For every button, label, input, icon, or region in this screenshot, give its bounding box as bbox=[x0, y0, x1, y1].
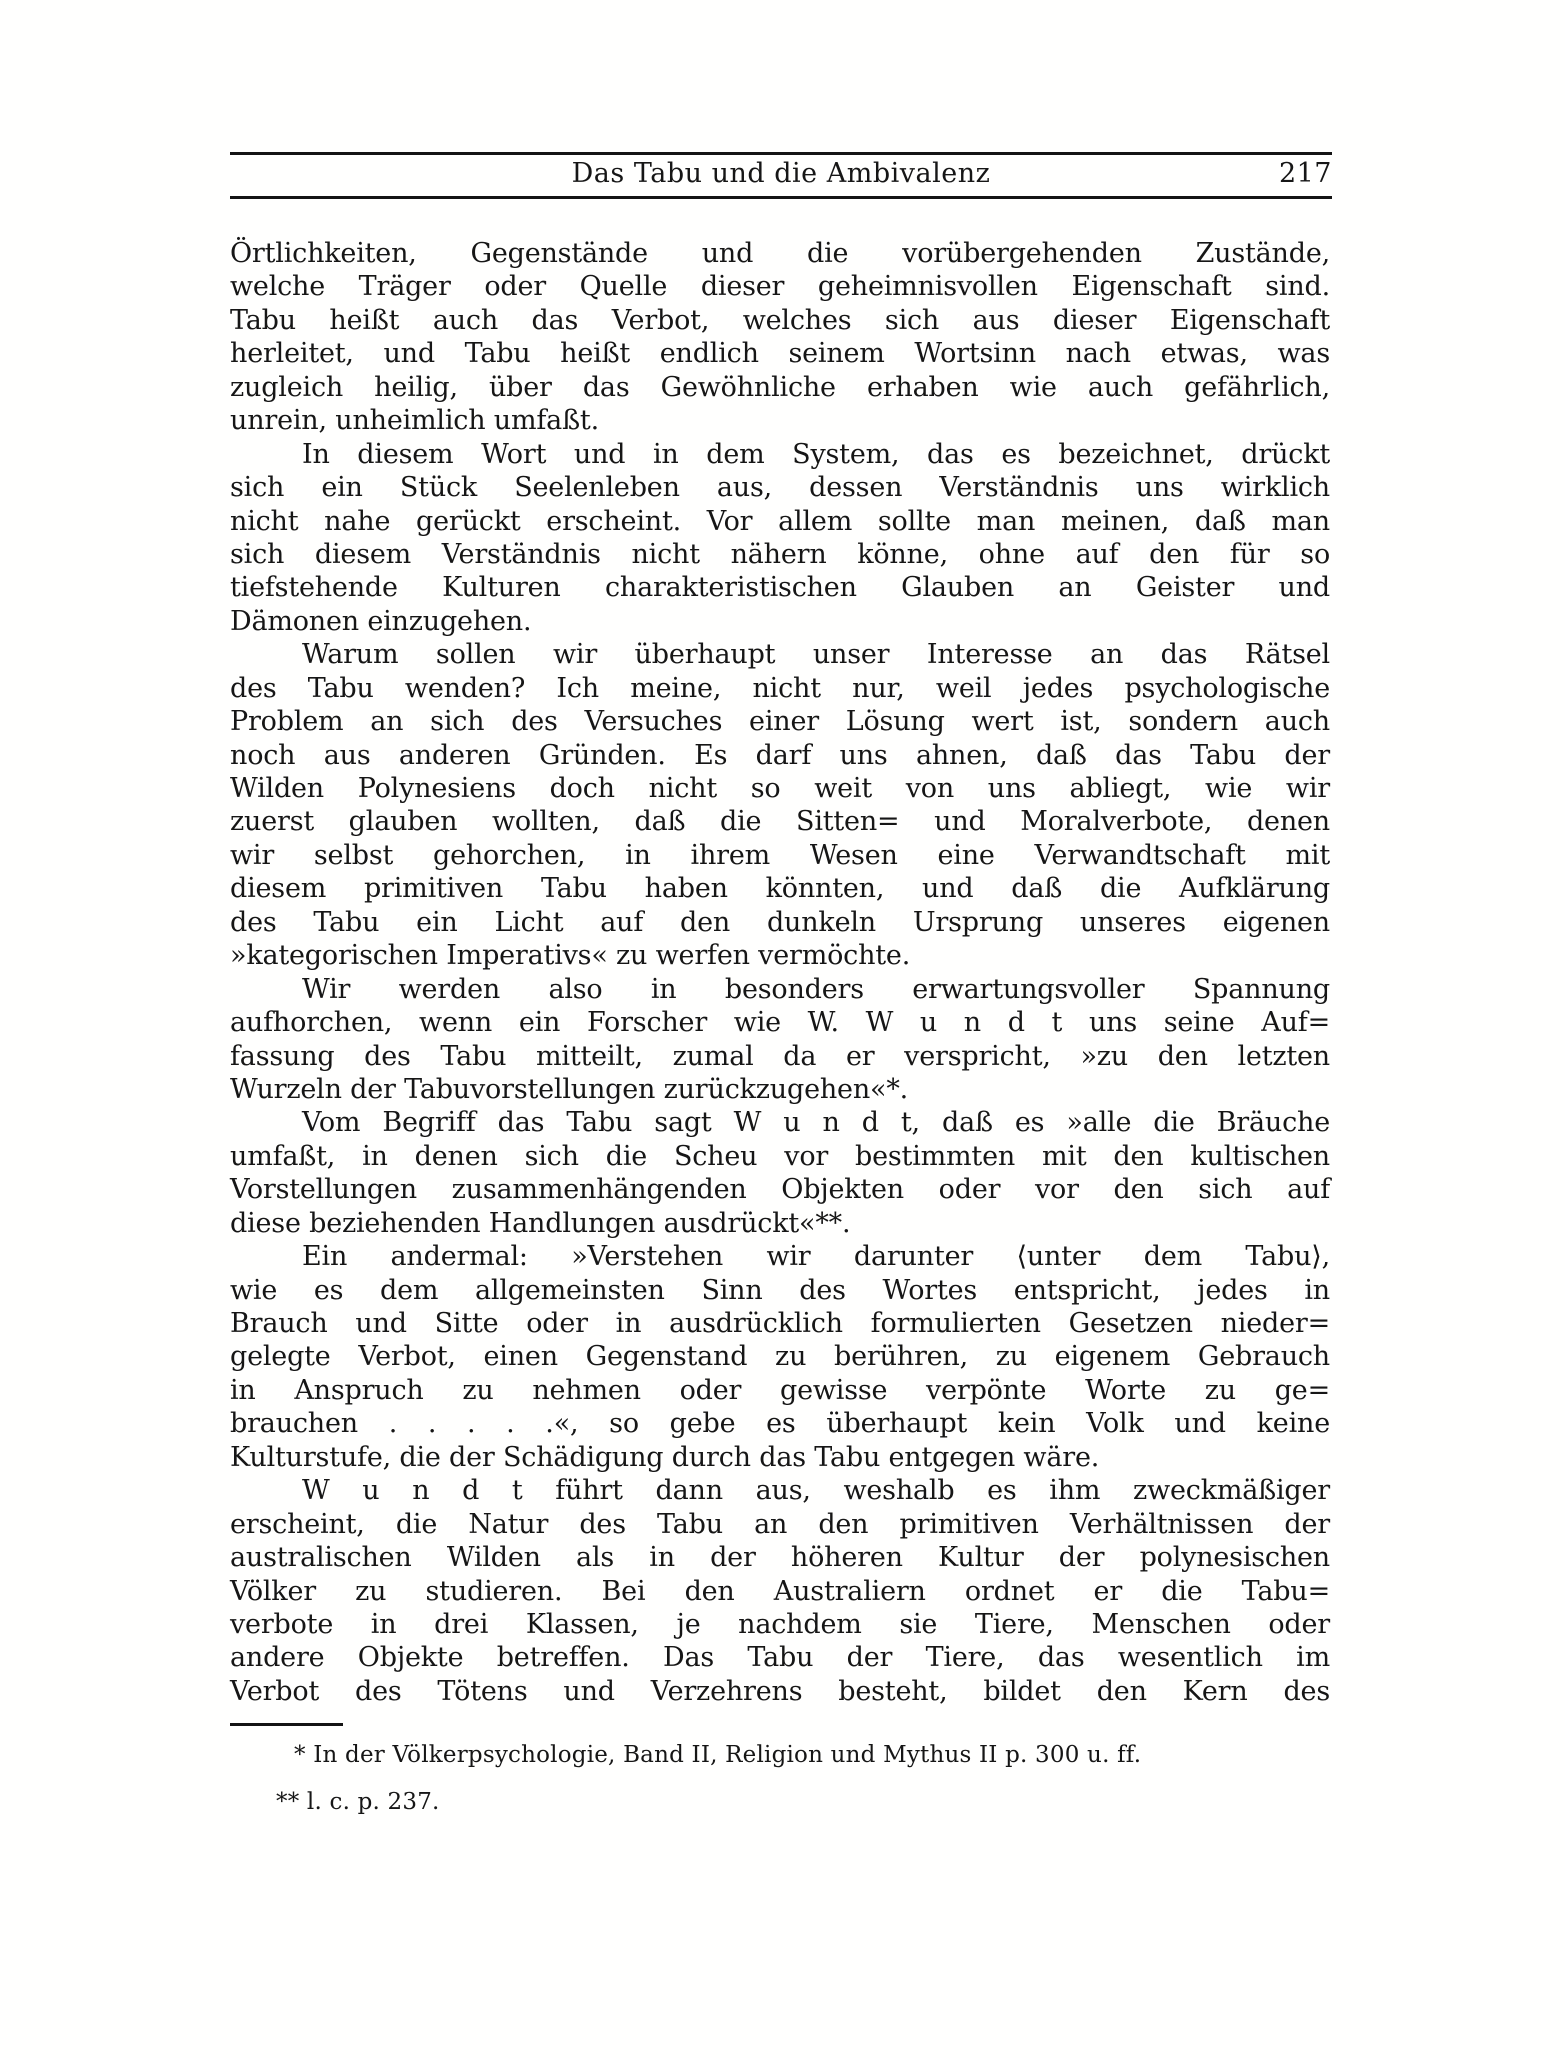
footnote-line: * In der Völkerpsychologie, Band II, Religion und Mythus II p. 300 u. ff. bbox=[294, 1742, 1142, 1768]
text-line: sich ein Stück Seelenleben aus, dessen Verständnis uns wirklich bbox=[230, 472, 1330, 504]
text-line: gelegte Verbot, einen Gegenstand zu berühren, zu eigenem Gebrauch bbox=[230, 1341, 1330, 1373]
text-line: Völker zu studieren. Bei den Australiern ordnet er die Tabu= bbox=[230, 1575, 1330, 1607]
text-line: wir selbst gehorchen, in ihrem Wesen eine Verwandtschaft mit bbox=[230, 839, 1330, 871]
text-line: des Tabu wenden? Ich meine, nicht nur, weil jedes psychologische bbox=[230, 672, 1330, 704]
text-line: Warum sollen wir überhaupt unser Interesse an das Rätsel bbox=[302, 639, 1330, 671]
footnote-separator-rule bbox=[230, 1723, 343, 1726]
text-line: zugleich heilig, über das Gewöhnliche erhaben wie auch gefährlich, bbox=[230, 371, 1330, 403]
text-line: Brauch und Sitte oder in ausdrücklich formulierten Gesetzen nieder= bbox=[230, 1308, 1330, 1339]
text-line: Dämonen einzugehen. bbox=[230, 605, 532, 637]
text-line: wie es dem allgemeinsten Sinn des Wortes entspricht, jedes in bbox=[230, 1274, 1330, 1306]
text-line: Vorstellungen zusammenhängenden Objekten oder vor den sich auf bbox=[230, 1174, 1330, 1206]
text-line: Wilden Polynesiens doch nicht so weit von uns abliegt, wie wir bbox=[230, 773, 1330, 804]
text-line: noch aus anderen Gründen. Es darf uns ahnen, daß das Tabu der bbox=[230, 739, 1330, 771]
text-line: fassung des Tabu mitteilt, zumal da er verspricht, »zu den letzten bbox=[230, 1040, 1330, 1072]
text-line: aufhorchen, wenn ein Forscher wie W. W u n d t uns seine Auf= bbox=[230, 1007, 1330, 1039]
text-line: andere Objekte betreffen. Das Tabu der Tiere, das wesentlich im bbox=[230, 1642, 1330, 1674]
text-line: Ein andermal: »Verstehen wir darunter ⟨unter dem Tabu⟩, bbox=[302, 1241, 1330, 1273]
text-line: des Tabu ein Licht auf den dunkeln Ursprung unseres eigenen bbox=[230, 906, 1330, 938]
text-line: in Anspruch zu nehmen oder gewisse verpönte Worte zu ge= bbox=[230, 1374, 1330, 1406]
text-line: W u n d t führt dann aus, weshalb es ihm zweckmäßiger bbox=[302, 1475, 1330, 1507]
text-line: diese beziehenden Handlungen ausdrückt«**. bbox=[230, 1207, 851, 1239]
text-line: diesem primitiven Tabu haben könnten, und daß die Aufklärung bbox=[230, 873, 1330, 905]
running-title: Das Tabu und die Ambivalenz bbox=[571, 158, 991, 189]
text-line: Tabu heißt auch das Verbot, welches sich aus dieser Eigenschaft bbox=[230, 304, 1330, 336]
text-line: sich diesem Verständnis nicht nähern könne, ohne auf den für so bbox=[230, 538, 1330, 570]
text-line: welche Träger oder Quelle dieser geheimnisvollen Eigenschaft sind. bbox=[230, 271, 1330, 303]
text-line: verbote in drei Klassen, je nachdem sie Tiere, Menschen oder bbox=[230, 1608, 1330, 1640]
text-line: australischen Wilden als in der höheren Kultur der polynesischen bbox=[230, 1542, 1330, 1574]
text-line: Wurzeln der Tabuvorstellungen zurückzugehen«*. bbox=[230, 1073, 909, 1105]
text-line: Problem an sich des Versuches einer Lösung wert ist, sondern auch bbox=[230, 706, 1330, 738]
text-line: Wir werden also in besonders erwartungsvoller Spannung bbox=[302, 973, 1330, 1005]
page-number: 217 bbox=[1278, 158, 1332, 189]
footnote-line: ** l. c. p. 237. bbox=[276, 1789, 440, 1815]
text-line: herleitet, und Tabu heißt endlich seinem Wortsinn nach etwas, was bbox=[230, 338, 1330, 370]
text-line: »kategorischen Imperativs« zu werfen vermöchte. bbox=[230, 940, 911, 972]
header-rule-bottom bbox=[230, 196, 1332, 199]
text-line: tiefstehende Kulturen charakteristischen Glauben an Geister und bbox=[230, 572, 1330, 604]
text-line: Örtlichkeiten, Gegenstände und die vorübergehenden Zustände, bbox=[230, 238, 1330, 269]
text-line: Verbot des Tötens und Verzehrens besteht, bildet den Kern des bbox=[230, 1675, 1330, 1707]
text-line: nicht nahe gerückt erscheint. Vor allem sollte man meinen, daß man bbox=[230, 505, 1330, 537]
text-line: unrein, unheimlich umfaßt. bbox=[230, 405, 599, 437]
text-line: umfaßt, in denen sich die Scheu vor bestimmten mit den kultischen bbox=[230, 1140, 1330, 1172]
body-lines bbox=[230, 237, 1330, 1708]
text-line: Kulturstufe, die der Schädigung durch das Tabu entgegen wäre. bbox=[230, 1441, 1100, 1473]
text-line: erscheint, die Natur des Tabu an den primitiven Verhältnissen der bbox=[230, 1508, 1330, 1540]
text-line: brauchen . . . . .«, so gebe es überhaupt kein Volk und keine bbox=[230, 1408, 1330, 1440]
text-line: Vom Begriff das Tabu sagt W u n d t, daß es »alle die Bräuche bbox=[302, 1107, 1330, 1139]
text-line: zuerst glauben wollten, daß die Sitten= und Moralverbote, denen bbox=[230, 806, 1330, 838]
text-line: In diesem Wort und in dem System, das es bezeichnet, drückt bbox=[302, 438, 1330, 470]
header-rule-top bbox=[230, 152, 1332, 155]
footnotes bbox=[230, 1740, 1330, 1817]
